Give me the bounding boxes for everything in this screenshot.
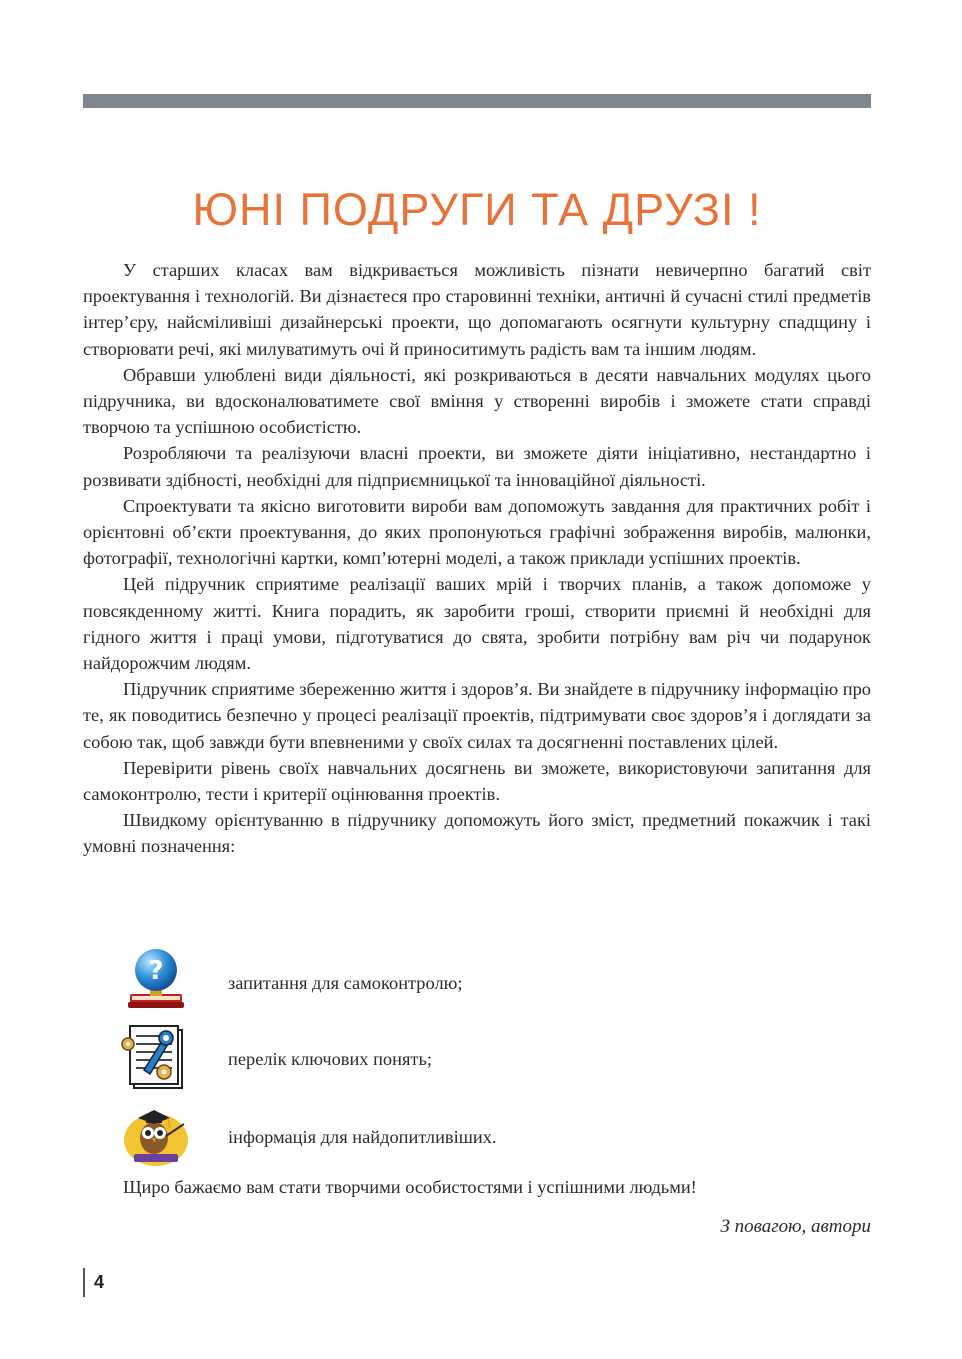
paragraph: Спроектувати та якісно виготовити вироби вам допоможуть завдання для практичних робіт і орієнтовні об’єкти проектування, до яких пропонуються графічні зображення виробів, малюнки, фотографії, технологічні картки, комп’ютерні моделі, а також приклади успішних проектів. [83, 495, 871, 569]
svg-text:?: ? [148, 956, 164, 986]
legend-item [120, 1022, 432, 1094]
legend-label: перелік ключових понять; [228, 1049, 432, 1069]
paragraph: Підручник сприятиме збереженню життя і здоров’я. Ви знайдете в підручнику інформацію про те, як поводитись безпечно у процесі реалізації проектів, підтримувати своє здоров’я і доглядати за собою так, щоб завжди бути впевненими у своїх силах та досягненні поставлених цілей. [83, 679, 871, 752]
paragraph: Обравши улюблені види діяльності, які розкриваються в десяти навчальних модулях цього підручника, ви вдосконалюватимете свої вміння у створенні виробів і зможете стати справді творчою та успішною особистістю. [83, 364, 871, 438]
paragraph: У старших класах вам відкривається можливість пізнати невичерпно багатий світ проектування і технологій. Ви дізнаєтеся про старовинні техніки, античні й сучасні стилі предметів інтер’єру, найсміливіші дизайнерські проекти, що допомагають осягнути культурну спадщину і створювати речі, які милуватимуть очі й приноситимуть радість вам та іншим людям. [83, 260, 871, 359]
paragraph: Перевірити рівень своїх навчальних досягнень ви зможете, використовуючи запитання для самоконтролю, тести і критерії оцінювання проектів. [83, 757, 871, 805]
paragraph: Швидкому орієнтуванню в підручнику допоможуть його зміст, предметний покажчик і такі умовні позначення: [83, 810, 871, 857]
paragraph: Розробляючи та реалізуючи власні проекти, ви зможете діяти ініціативно, нестандартно і розвивати здібності, необхідні для підприємницької та інноваційної діяльності. [83, 443, 871, 490]
page-number-marker [83, 1268, 104, 1297]
owl-scholar-icon [120, 1100, 192, 1172]
legend-item [120, 946, 463, 1018]
legend-label: інформація для найдопитливіших. [228, 1127, 497, 1147]
question-globe-icon [120, 946, 192, 1018]
paragraph: Цей підручник сприятиме реалізації ваших мрій і творчих планів, а також допоможе у повсякденному житті. Книга порадить, як заробити гроші, створити приємні й необхідні для гідного життя і праці умови, підготуватися до свята, зробити потрібну вам річ чи подарунок найдорожчим людям. [83, 574, 871, 674]
legend-item [120, 1100, 497, 1172]
closing-wish: Щиро бажаємо вам стати творчими особистостями і успішними людьми! [123, 1177, 697, 1197]
wrench-document-icon [120, 1022, 192, 1094]
page-title: ЮНІ ПОДРУГИ ТА ДРУЗІ ! [192, 184, 762, 235]
header-bar [83, 94, 871, 108]
intro-text [83, 257, 871, 860]
legend-label: запитання для самоконтролю; [228, 973, 463, 993]
page-number: 4 [94, 1272, 105, 1292]
signature: З повагою, автори [720, 1216, 871, 1237]
